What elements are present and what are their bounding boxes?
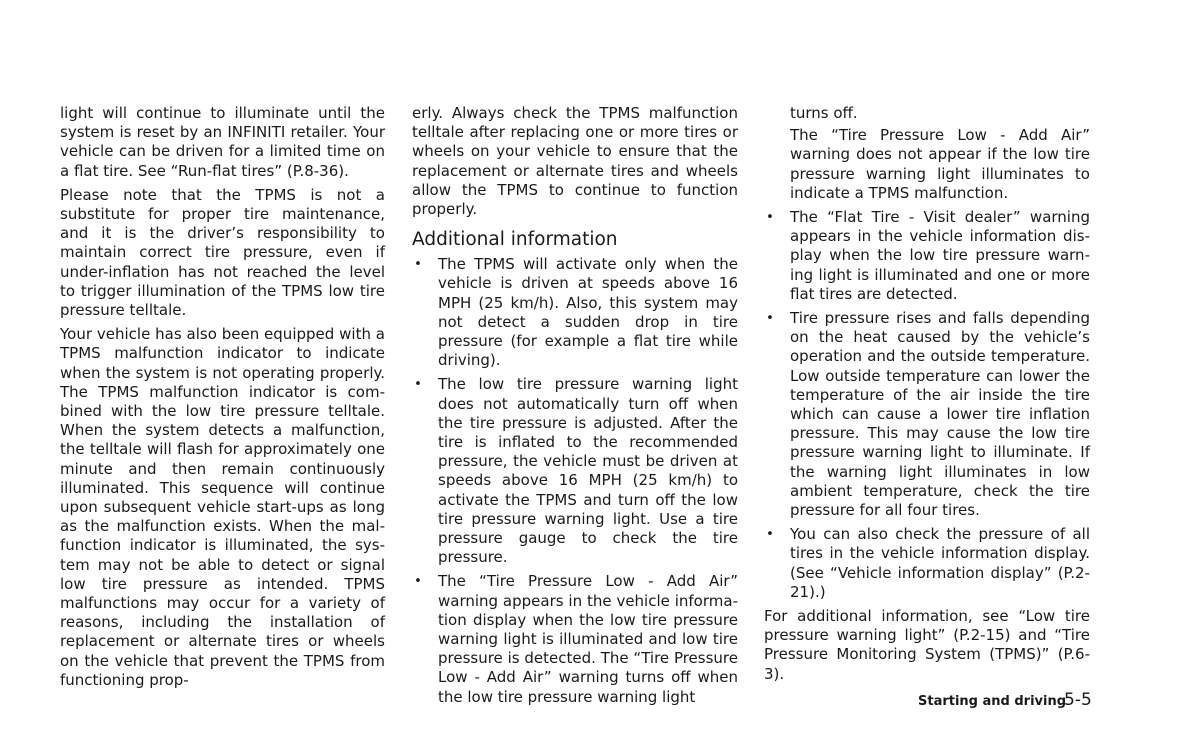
column-1: [60, 104, 385, 695]
paragraph: For additional information, see “Low tire pressure warning light” (P.2-15) and “Tire Pressure Monitoring System (TPMS)” (P.6-3).: [764, 607, 1090, 683]
bullet-list: [764, 208, 1090, 602]
page-number: 5-5: [1064, 690, 1092, 710]
list-item: [412, 572, 738, 706]
list-item: [764, 525, 1090, 602]
list-item: [764, 309, 1090, 520]
list-item-text: Tire pressure rises and falls depending on the heat caused by the vehicle’s operation and the outside temperature. Low outside temperature can lower the temperature of the air inside the tire which can cause a lower tire inflation pressure. This may cause the low tire pressure warning light to illuminate. If the warning light illuminates in low ambient temperature, check the tire pressure for all four tires.: [790, 309, 1090, 520]
list-item-text: The low tire pressure warning light does not automatically turn off when the tire pressure is adjusted. After the tire is inflated to the recommended pressure, the vehicle must be driven at speeds above 16 MPH (25 km/h) to activate the TPMS and turn off the low tire pressure warning light. Use a tire pressure gauge to check the tire pressure.: [438, 375, 738, 567]
list-item: [412, 375, 738, 567]
section-heading: Additional information: [412, 229, 618, 251]
page-footer: [916, 690, 1094, 714]
bullet-icon: •: [414, 377, 422, 393]
paragraph: Your vehicle has also been equipped with a TPMS malfunction indicator to indicate when the system is not operating properly. The TPMS malfunction indicator is combined with the low tire pressure telltale. When the system detects a malfunction, the telltale will flash for approximately one minute and then remain continuously illuminated. This sequence will continue upon subsequent vehicle start-ups as long as the malfunction exists. When the malfunction indicator is illuminated, the system may not be able to detect or signal low tire pressure as intended. TPMS malfunctions may occur for a variety of reasons, including the installation of replacement or alternate tires or wheels on the vehicle that prevent the TPMS from functioning prop-: [60, 325, 385, 689]
column-2: [412, 104, 738, 712]
list-item-text: The “Flat Tire - Visit dealer” warning appears in the vehicle information display when the low tire pressure warning light is illuminated and one or more flat tires are detected.: [790, 208, 1090, 303]
bullet-icon: •: [414, 574, 422, 590]
footer-section-title: Starting and driving: [918, 694, 1067, 709]
paragraph: The “Tire Pressure Low - Add Air” warning does not appear if the low tire pressure warning light illuminates to indicate a TPMS malfunction.: [790, 126, 1090, 202]
list-item-text: The “Tire Pressure Low - Add Air” warning appears in the vehicle information display when the low tire pressure warning light is illuminated and low tire pressure is detected. The “Tire Pressure Low - Add Air” warning turns off when the low tire pressure warning light: [438, 572, 738, 706]
paragraph: Please note that the TPMS is not a substitute for proper tire maintenance, and it is the driver’s responsibility to maintain correct tire pressure, even if under-inflation has not reached the level to trigger illumination of the TPMS low tire pressure telltale.: [60, 185, 385, 320]
paragraph: erly. Always check the TPMS malfunction telltale after replacing one or more tires or wheels on your vehicle to ensure that the replacement or alternate tires and wheels allow the TPMS to continue to function properly.: [412, 104, 738, 219]
paragraph-continuation: turns off.: [790, 104, 858, 122]
paragraph: light will continue to illuminate until the system is reset by an INFINITI retailer. Your vehicle can be driven for a limited time on a flat tire. See “Run-flat tires” (P.8-36).: [60, 104, 385, 180]
list-item: [412, 255, 738, 370]
list-item-text: The TPMS will activate only when the vehicle is driven at speeds above 16 MPH (25 km/h). Also, this system may not detect a sudden drop in tire pressure (for example a flat tire while driving).: [438, 255, 738, 370]
bullet-icon: •: [766, 210, 774, 226]
list-item-text: You can also check the pressure of all tires in the vehicle information display. (See “Vehicle information display” (P.2-21).): [790, 525, 1090, 601]
bullet-list: [412, 255, 738, 707]
bullet-icon: •: [766, 527, 774, 543]
list-item: [764, 208, 1090, 304]
bullet-icon: •: [414, 257, 422, 273]
bullet-icon: •: [766, 311, 774, 327]
column-3: [764, 104, 1090, 689]
